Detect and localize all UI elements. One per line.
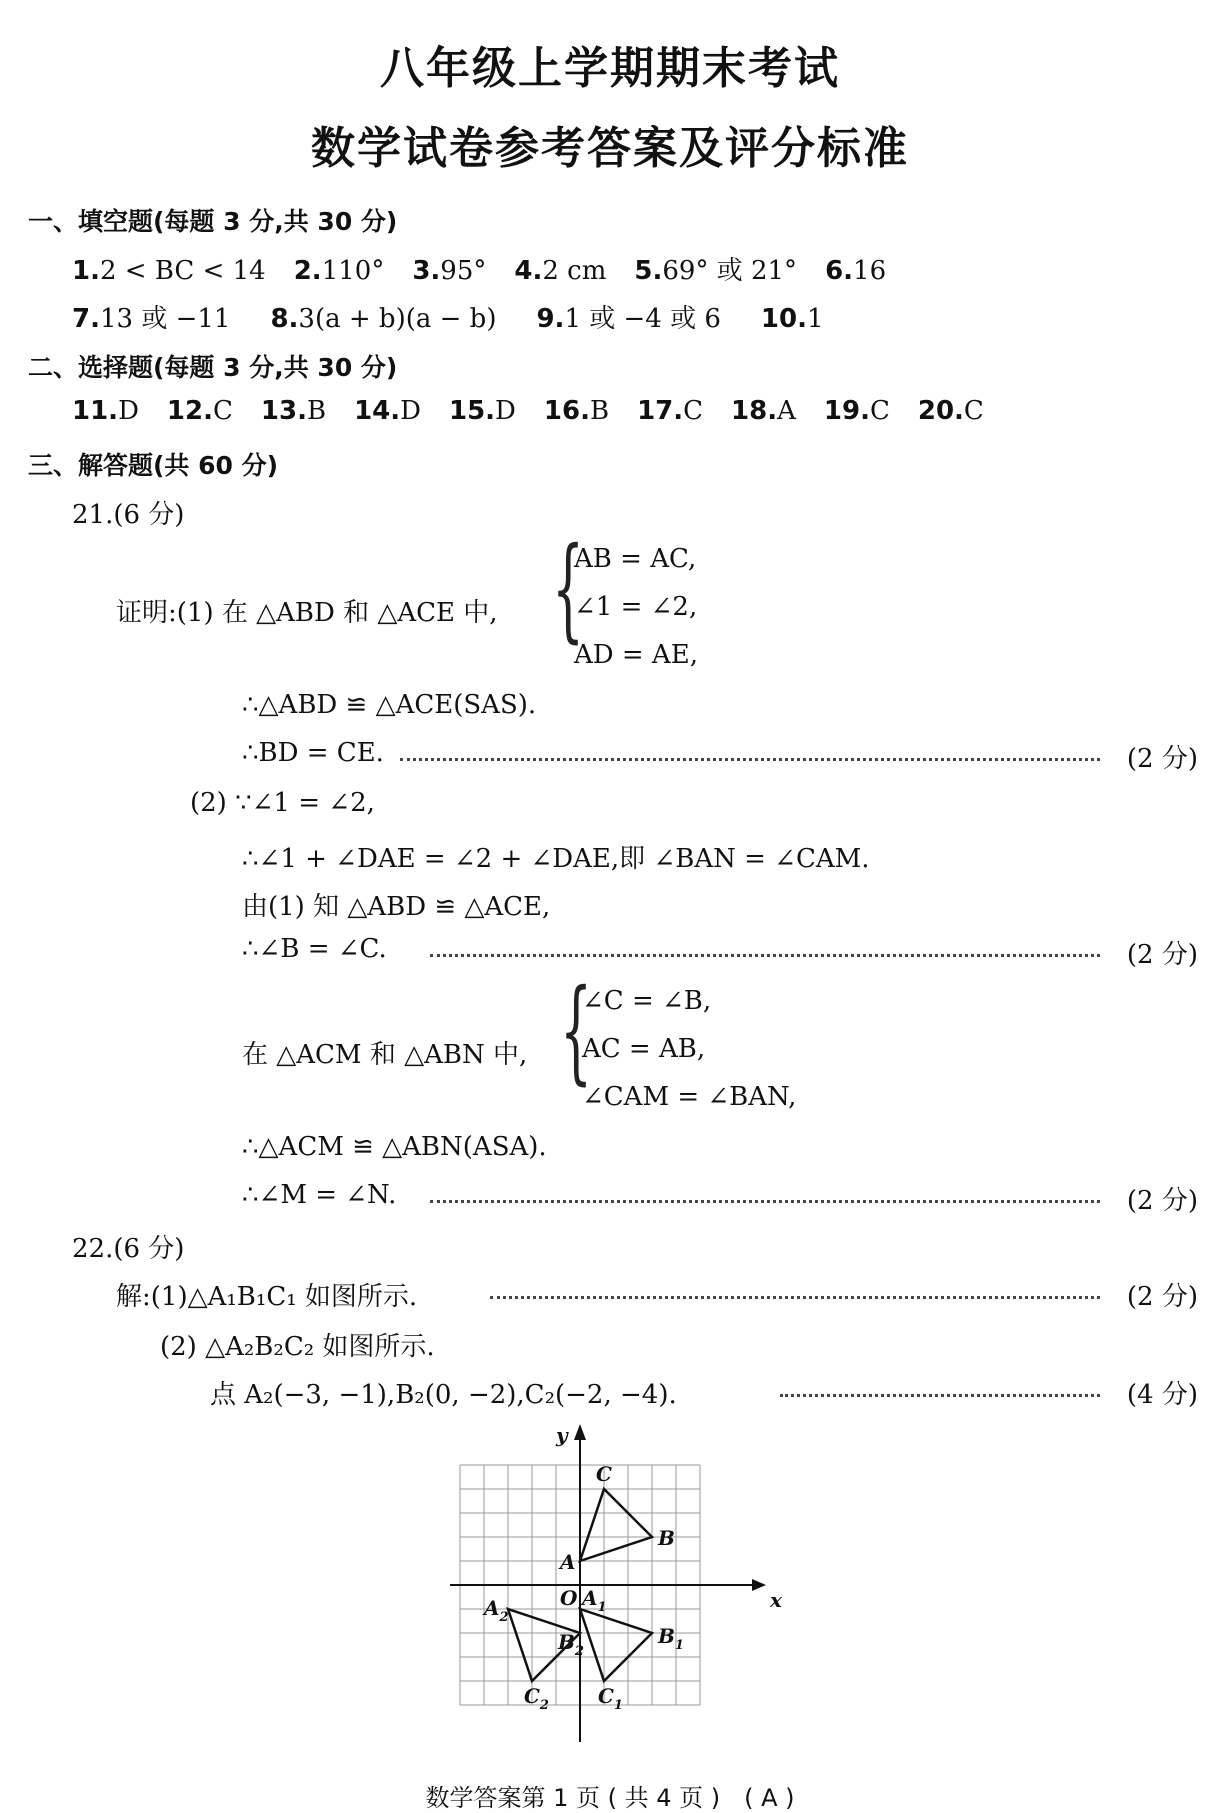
vertex-label-c: C bbox=[596, 1462, 612, 1486]
q21-brace1-line-3: AD = AE, bbox=[574, 640, 698, 670]
answer-value: 2 < BC < 14 bbox=[99, 256, 266, 286]
fill-answer-3 bbox=[514, 256, 606, 286]
answer-value: 69° 或 21° bbox=[662, 256, 798, 286]
answer-value: C bbox=[963, 396, 984, 426]
question-number: 1. bbox=[72, 256, 100, 286]
choice-answer-6 bbox=[637, 396, 703, 426]
vertex-label-b2: $B_2$ bbox=[558, 1630, 584, 1659]
answer-value: C bbox=[212, 396, 233, 426]
score-label: (2 分) bbox=[1126, 1186, 1198, 1216]
page-title: 八年级上学期期末考试 bbox=[380, 43, 840, 94]
x-axis-arrow bbox=[752, 1579, 766, 1591]
y-axis-arrow bbox=[574, 1424, 586, 1440]
question-number: 18. bbox=[731, 396, 778, 426]
q21-brace-2: { bbox=[560, 966, 593, 1096]
answer-value: A bbox=[777, 396, 796, 426]
q21-brace1-line-2: ∠1 = ∠2, bbox=[574, 592, 698, 622]
fill-answer-1 bbox=[270, 304, 496, 334]
q21-p2-line-1: (2) ∵∠1 = ∠2, bbox=[190, 788, 375, 818]
q21-p2-line-4: ∴∠B = ∠C. bbox=[242, 934, 387, 964]
score-label: (2 分) bbox=[1126, 940, 1198, 970]
answer-value: D bbox=[400, 396, 421, 426]
dot-leader bbox=[780, 1394, 1100, 1397]
question-number: 13. bbox=[260, 396, 307, 426]
choice-answers-row bbox=[72, 396, 1012, 426]
q21-p1-line-1: ∴△ABD ≌ △ACE(SAS). bbox=[242, 690, 537, 720]
vertex-label-c1: $C_1$ bbox=[598, 1684, 623, 1713]
q21-p2-line-3: 由(1) 知 △ABD ≌ △ACE, bbox=[242, 892, 551, 922]
answer-value: D bbox=[118, 396, 139, 426]
question-number: 3. bbox=[412, 256, 441, 286]
q21-header: 21.(6 分) bbox=[72, 500, 185, 530]
question-number: 7. bbox=[72, 304, 100, 334]
choice-answer-5 bbox=[544, 396, 609, 426]
question-number: 9. bbox=[536, 304, 565, 334]
triangle-a1b1c1 bbox=[580, 1609, 652, 1681]
q21-p1-line-2: ∴BD = CE. bbox=[242, 738, 384, 768]
choice-answer-2 bbox=[261, 396, 326, 426]
fill-answer-5 bbox=[825, 256, 886, 286]
fill-answer-2 bbox=[536, 298, 720, 335]
question-number: 10. bbox=[760, 304, 807, 334]
dot-leader bbox=[490, 1296, 1100, 1299]
score-label: (2 分) bbox=[1126, 1282, 1198, 1312]
fill-answer-4 bbox=[634, 250, 797, 287]
q22-line-2: (2) △A₂B₂C₂ 如图所示. bbox=[160, 1332, 435, 1362]
choice-answer-0 bbox=[72, 396, 139, 426]
question-number: 20. bbox=[917, 396, 964, 426]
answer-value: C bbox=[683, 396, 704, 426]
fill-answer-0 bbox=[72, 298, 230, 335]
q21-brace2-line-1: ∠C = ∠B, bbox=[582, 986, 712, 1016]
question-number: 8. bbox=[270, 304, 299, 334]
answer-value: 1 或 −4 或 6 bbox=[564, 304, 721, 334]
choice-answer-9 bbox=[918, 396, 984, 426]
fill-answer-0 bbox=[72, 256, 266, 286]
q21-p2-line-6: ∴∠M = ∠N. bbox=[242, 1180, 397, 1210]
score-label: (2 分) bbox=[1126, 744, 1198, 774]
q21-brace-1: { bbox=[552, 524, 585, 654]
question-number: 11. bbox=[72, 396, 119, 426]
vertex-label-b1: $B_1$ bbox=[658, 1624, 684, 1653]
fill-answers-row-1 bbox=[72, 250, 914, 287]
question-number: 14. bbox=[354, 396, 401, 426]
fill-answer-3 bbox=[761, 304, 824, 334]
answer-value: 95° bbox=[440, 256, 487, 286]
x-axis-label: x bbox=[770, 1588, 782, 1612]
vertex-label-a2: $A_2$ bbox=[484, 1596, 509, 1625]
question-number: 16. bbox=[543, 396, 590, 426]
answer-value: B bbox=[306, 396, 327, 426]
choice-answer-8 bbox=[824, 396, 890, 426]
vertex-label-c2: $C_2$ bbox=[524, 1684, 549, 1713]
question-number: 19. bbox=[823, 396, 870, 426]
question-number: 17. bbox=[637, 396, 684, 426]
vertex-label-b: B bbox=[658, 1526, 675, 1550]
fill-answer-2 bbox=[412, 256, 486, 286]
choice-answer-7 bbox=[731, 396, 796, 426]
answer-value: 16 bbox=[853, 256, 887, 286]
section-2-heading: 二、选择题(每题 3 分,共 30 分) bbox=[28, 353, 398, 382]
vertex-label-a1: $A_1$ bbox=[582, 1586, 607, 1615]
dot-leader bbox=[400, 758, 1100, 761]
q22-line-3: 点 A₂(−3, −1),B₂(0, −2),C₂(−2, −4). bbox=[210, 1380, 677, 1410]
q22-line-1: 解:(1)△A₁B₁C₁ 如图所示. bbox=[116, 1282, 418, 1312]
y-axis-label: y bbox=[556, 1423, 568, 1447]
vertex-label-a: A bbox=[560, 1550, 576, 1574]
answer-value: C bbox=[869, 396, 890, 426]
q21-brace2-line-3: ∠CAM = ∠BAN, bbox=[582, 1082, 797, 1112]
page-footer: 数学答案第 1 页 ( 共 4 页 ) ( A ) bbox=[425, 1784, 795, 1812]
q21-p2-line-5: ∴△ACM ≌ △ABN(ASA). bbox=[242, 1132, 547, 1162]
question-number: 6. bbox=[825, 256, 854, 286]
fill-answer-1 bbox=[294, 256, 385, 286]
question-number: 5. bbox=[634, 256, 663, 286]
question-number: 4. bbox=[514, 256, 543, 286]
question-number: 15. bbox=[448, 396, 496, 426]
answer-value: D bbox=[495, 396, 516, 426]
fill-answers-row-2 bbox=[72, 298, 864, 335]
score-label: (4 分) bbox=[1126, 1380, 1198, 1410]
answer-value: 3(a + b)(a − b) bbox=[298, 304, 497, 334]
question-number: 2. bbox=[293, 256, 322, 286]
answer-value: 2 cm bbox=[542, 256, 607, 286]
section-1-heading: 一、填空题(每题 3 分,共 30 分) bbox=[28, 207, 398, 236]
q21-part1-intro: 证明:(1) 在 △ABD 和 △ACE 中, bbox=[116, 598, 498, 628]
choice-answer-1 bbox=[167, 396, 233, 426]
q22-header: 22.(6 分) bbox=[72, 1234, 185, 1264]
choice-answer-3 bbox=[354, 396, 421, 426]
page-subtitle: 数学试卷参考答案及评分标准 bbox=[311, 123, 909, 174]
section-3-heading: 三、解答题(共 60 分) bbox=[28, 451, 279, 480]
question-number: 12. bbox=[166, 396, 213, 426]
dot-leader bbox=[430, 1200, 1100, 1203]
dot-leader bbox=[430, 954, 1100, 957]
answer-value: B bbox=[589, 396, 610, 426]
choice-answer-4 bbox=[449, 396, 516, 426]
origin-label: O bbox=[560, 1586, 578, 1610]
answer-value: 110° bbox=[321, 256, 385, 286]
q21-brace1-line-1: AB = AC, bbox=[574, 544, 697, 574]
answer-value: 1 bbox=[806, 304, 824, 334]
q21-p2-line-2: ∴∠1 + ∠DAE = ∠2 + ∠DAE,即 ∠BAN = ∠CAM. bbox=[242, 844, 870, 874]
q21-part2-intro: 在 △ACM 和 △ABN 中, bbox=[242, 1040, 528, 1070]
answer-value: 13 或 −11 bbox=[99, 304, 231, 334]
q21-brace2-line-2: AC = AB, bbox=[582, 1034, 706, 1064]
triangle-abc bbox=[580, 1489, 652, 1561]
coordinate-figure bbox=[440, 1420, 780, 1750]
